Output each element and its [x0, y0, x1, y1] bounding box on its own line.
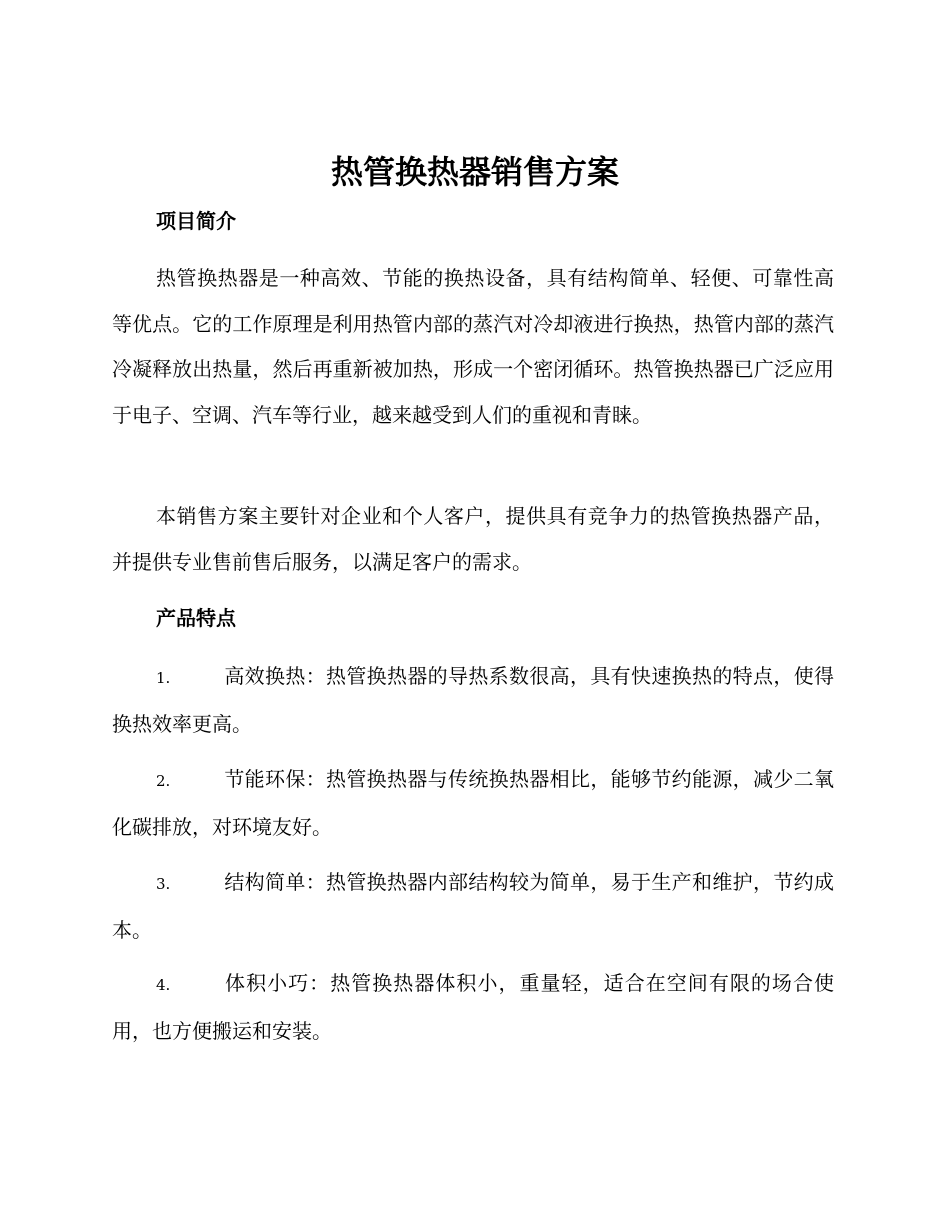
feature-list-number: 3. — [156, 875, 171, 893]
feature-list-item — [112, 961, 834, 1054]
feature-list-item — [112, 860, 834, 953]
feature-list-number: 1. — [156, 669, 171, 687]
feature-list-text: 结构简单：热管换热器内部结构较为简单，易于生产和维护，节约成本。 — [112, 870, 834, 942]
feature-list-number: 2. — [156, 772, 171, 790]
feature-list-number: 4. — [156, 976, 171, 994]
document-title: 热管换热器销售方案 — [330, 153, 619, 191]
feature-list-item — [112, 757, 834, 850]
feature-list-item — [112, 654, 834, 747]
feature-list-text: 节能环保：热管换热器与传统换热器相比，能够节约能源，减少二氧化碳排放，对环境友好。 — [112, 767, 834, 839]
section-heading-product-features: 产品特点 — [156, 606, 236, 630]
feature-list-text: 高效换热：热管换热器的导热系数很高，具有快速换热的特点，使得换热效率更高。 — [112, 664, 834, 736]
feature-list-text: 体积小巧：热管换热器体积小，重量轻，适合在空间有限的场合使用，也方便搬运和安装。 — [112, 971, 834, 1043]
intro-paragraph-1: 热管换热器是一种高效、节能的换热设备，具有结构简单、轻便、可靠性高等优点。它的工作原理是利用热管内部的蒸汽对冷却液进行换热，热管内部的蒸汽冷凝释放出热量，然后再重新被加热，形成一个密闭循环。热管换热器已广泛应用于电子、空调、汽车等行业，越来越受到人们的重视和青睐。 — [112, 266, 834, 427]
intro-paragraph-2: 本销售方案主要针对企业和个人客户，提供具有竞争力的热管换热器产品，并提供专业售前售后服务，以满足客户的需求。 — [112, 504, 834, 574]
section-heading-project-intro: 项目简介 — [156, 209, 236, 233]
